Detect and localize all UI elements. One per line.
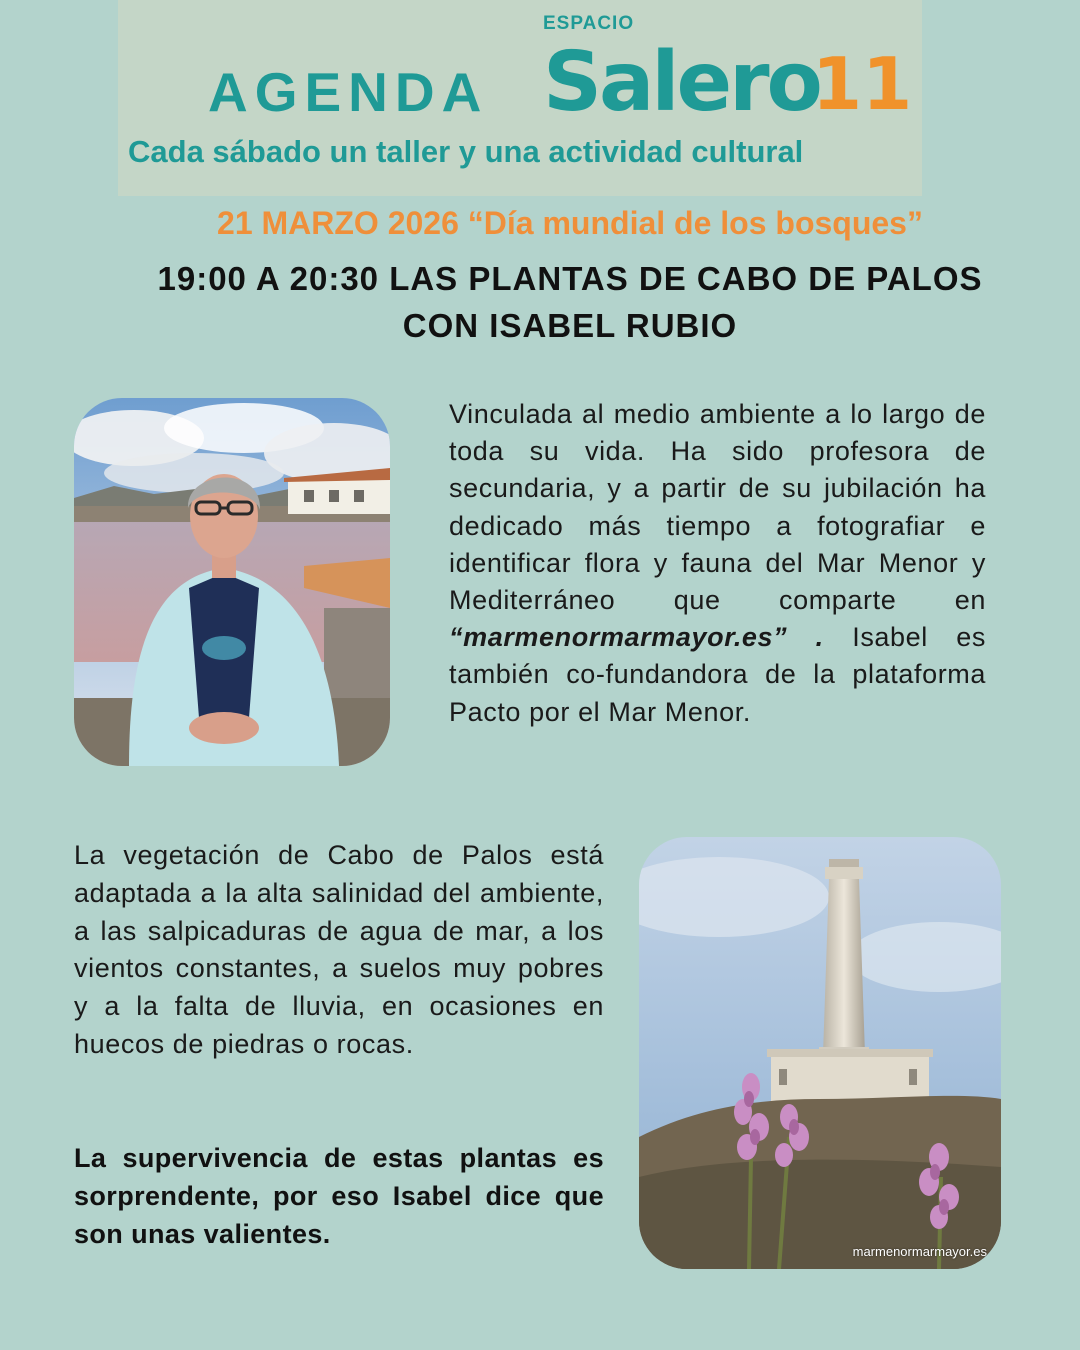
bio-text-end: Isabel es también co-fundandora de la plataforma Pacto por el Mar Menor. (449, 622, 986, 727)
vegetation-paragraph: La vegetación de Cabo de Palos está adaptada a la alta salinidad del ambiente, a las salpicaduras de agua de mar, a los vientos constantes, a suelos muy pobres y a la falta de lluvia, en ocasiones en huecos de piedras o rocas. (74, 840, 604, 1059)
lighthouse-photo (639, 837, 1001, 1269)
tagline: Cada sábado un taller y una actividad cultural (128, 134, 804, 169)
agenda-label: AGENDA (208, 61, 489, 123)
bio-text-start: Vinculada al medio ambiente a lo largo de toda su vida. Ha sido profesora de secundaria, y a partir de su jubilación ha dedicado más tiempo a fotografiar e identificar flora y fauna del Mar Menor y Mediterráneo que comparte en (449, 399, 986, 616)
portrait-photo (74, 398, 390, 766)
event-date: 21 MARZO 2026 “Día mundial de los bosques” (217, 205, 923, 241)
speaker-bio (449, 396, 986, 731)
portrait-illustration (74, 398, 390, 766)
event-title (60, 255, 1080, 349)
event-title-line2: CON ISABEL RUBIO (402, 307, 738, 344)
closing-statement: La supervivencia de estas plantas es sorprendente, por eso Isabel dice que son unas valientes. (74, 1143, 604, 1249)
espacio-label: ESPACIO (543, 13, 635, 34)
salero-logo: Salero (543, 35, 820, 130)
bio-website-link[interactable]: “marmenormarmayor.es” . (449, 622, 824, 653)
event-title-line1: 19:00 A 20:30 LAS PLANTAS DE CABO DE PALOS (157, 260, 983, 297)
salero-number: 11 (812, 42, 913, 126)
photo-watermark: marmenormarmayor.es (852, 1244, 987, 1259)
lighthouse-illustration (639, 837, 1001, 1269)
